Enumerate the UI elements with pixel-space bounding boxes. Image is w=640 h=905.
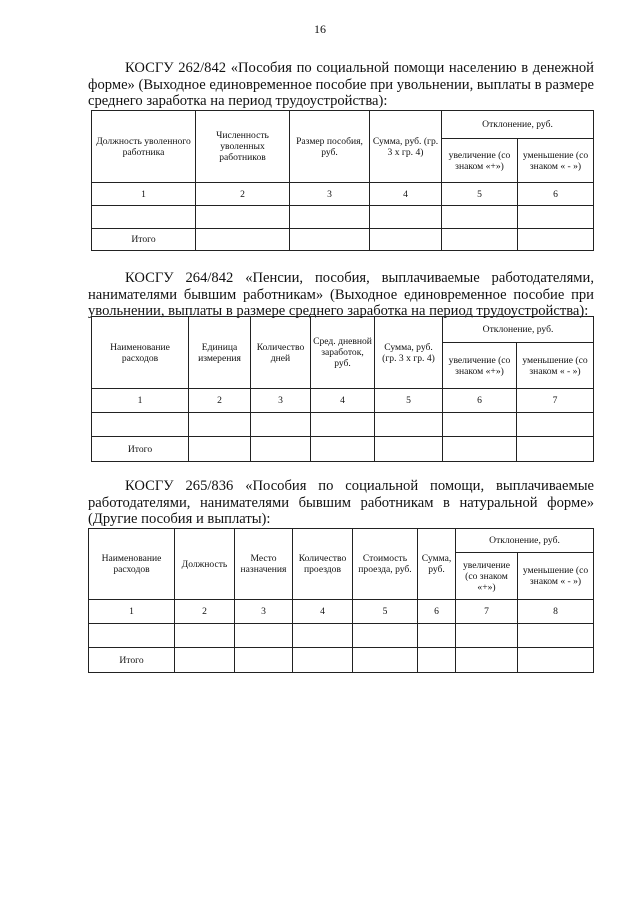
header-deviation: Отклонение, руб.: [442, 111, 594, 139]
table-cell: [353, 648, 418, 673]
table-kosgu-264: [91, 316, 594, 462]
table-cell: [293, 648, 353, 673]
column-number: 1: [92, 183, 196, 206]
column-number: 2: [175, 600, 235, 624]
table-kosgu-265: [88, 528, 594, 673]
header-increase: увеличение (со знаком «+»): [443, 343, 517, 389]
table-row: [89, 624, 594, 648]
table-cell: [456, 624, 518, 648]
column-number: 7: [517, 389, 594, 413]
table-cell: [353, 624, 418, 648]
header-destination: Место назначения: [235, 529, 293, 600]
column-number: 7: [456, 600, 518, 624]
table-cell: [443, 437, 517, 462]
table-cell: [92, 206, 196, 229]
section-1-paragraph: КОСГУ 262/842 «Пособия по социальной помощи населению в денежной форме» (Выходное единовременное пособие при увольнении, выплаты в размере среднего заработка на период трудоустройства):: [88, 60, 594, 109]
table-cell: [196, 206, 290, 229]
table-cell: [189, 437, 251, 462]
header-sum: Сумма, руб. (гр. 3 х гр. 4): [370, 111, 442, 183]
column-number: 3: [251, 389, 311, 413]
table-cell: [175, 648, 235, 673]
table-cell: [189, 413, 251, 437]
table-cell: [311, 413, 375, 437]
section-2-paragraph: КОСГУ 264/842 «Пенсии, пособия, выплачиваемые работодателями, нанимателями бывшим работникам» (Выходное единовременное пособие при увольнении, выплаты в размере среднего заработка на период трудоустройства):: [88, 270, 594, 319]
column-number: 5: [375, 389, 443, 413]
column-number: 6: [443, 389, 517, 413]
header-benefit-size: Размер пособия, руб.: [290, 111, 370, 183]
total-label: Итого: [92, 229, 196, 251]
table-cell: [518, 648, 594, 673]
header-fare: Стоимость проезда, руб.: [353, 529, 418, 600]
section-3-paragraph: КОСГУ 265/836 «Пособия по социальной помощи, выплачиваемые работодателями, нанимателями бывшим работникам в натуральной форме» (Другие пособия и выплаты):: [88, 478, 594, 527]
column-number: 8: [518, 600, 594, 624]
header-increase: увеличение (со знаком «+»): [442, 139, 518, 183]
total-row: [92, 437, 594, 462]
header-position: Должность: [175, 529, 235, 600]
column-number: 5: [353, 600, 418, 624]
header-days: Количество дней: [251, 317, 311, 389]
column-number: 3: [290, 183, 370, 206]
column-number: 6: [518, 183, 594, 206]
table-cell: [517, 437, 594, 462]
table-cell: [175, 624, 235, 648]
header-sum: Сумма, руб. (гр. 3 х гр. 4): [375, 317, 443, 389]
column-number: 5: [442, 183, 518, 206]
table-cell: [235, 648, 293, 673]
column-number: 6: [418, 600, 456, 624]
column-number: 1: [89, 600, 175, 624]
header-decrease: уменьшение (со знаком « - »): [518, 139, 594, 183]
table-cell: [375, 413, 443, 437]
header-decrease: уменьшение (со знаком « - »): [518, 553, 594, 600]
table-cell: [418, 648, 456, 673]
header-expense-name: Наименование расходов: [92, 317, 189, 389]
table-cell: [418, 624, 456, 648]
header-sum: Сумма, руб.: [418, 529, 456, 600]
table-kosgu-262: [91, 110, 594, 251]
total-label: Итого: [92, 437, 189, 462]
column-number: 4: [370, 183, 442, 206]
table-cell: [518, 624, 594, 648]
table-cell: [518, 206, 594, 229]
column-number: 3: [235, 600, 293, 624]
table-row: [92, 206, 594, 229]
header-decrease: уменьшение (со знаком « - »): [517, 343, 594, 389]
header-daily-earnings: Сред. дневной заработок, руб.: [311, 317, 375, 389]
table-cell: [375, 437, 443, 462]
table-cell: [92, 413, 189, 437]
table-cell: [370, 229, 442, 251]
table-cell: [196, 229, 290, 251]
table-cell: [443, 413, 517, 437]
table-cell: [456, 648, 518, 673]
total-row: [92, 229, 594, 251]
column-number: 2: [189, 389, 251, 413]
table-cell: [293, 624, 353, 648]
header-deviation: Отклонение, руб.: [456, 529, 594, 553]
table-cell: [290, 206, 370, 229]
table-cell: [370, 206, 442, 229]
column-number: 4: [311, 389, 375, 413]
total-label: Итого: [89, 648, 175, 673]
header-position: Должность уволенного работника: [92, 111, 196, 183]
header-deviation: Отклонение, руб.: [443, 317, 594, 343]
table-cell: [518, 229, 594, 251]
table-cell: [311, 437, 375, 462]
header-increase: увеличение (со знаком «+»): [456, 553, 518, 600]
table-cell: [442, 229, 518, 251]
table-cell: [290, 229, 370, 251]
header-trips: Количество проездов: [293, 529, 353, 600]
table-cell: [442, 206, 518, 229]
column-number: 4: [293, 600, 353, 624]
table-row: [92, 413, 594, 437]
table-cell: [251, 437, 311, 462]
header-expense-name: Наименование расходов: [89, 529, 175, 600]
table-cell: [517, 413, 594, 437]
header-unit: Единица измерения: [189, 317, 251, 389]
total-row: [89, 648, 594, 673]
column-number: 1: [92, 389, 189, 413]
table-cell: [89, 624, 175, 648]
page-number: 16: [314, 22, 326, 36]
table-cell: [251, 413, 311, 437]
table-cell: [235, 624, 293, 648]
column-number: 2: [196, 183, 290, 206]
header-headcount: Численность уволенных работников: [196, 111, 290, 183]
